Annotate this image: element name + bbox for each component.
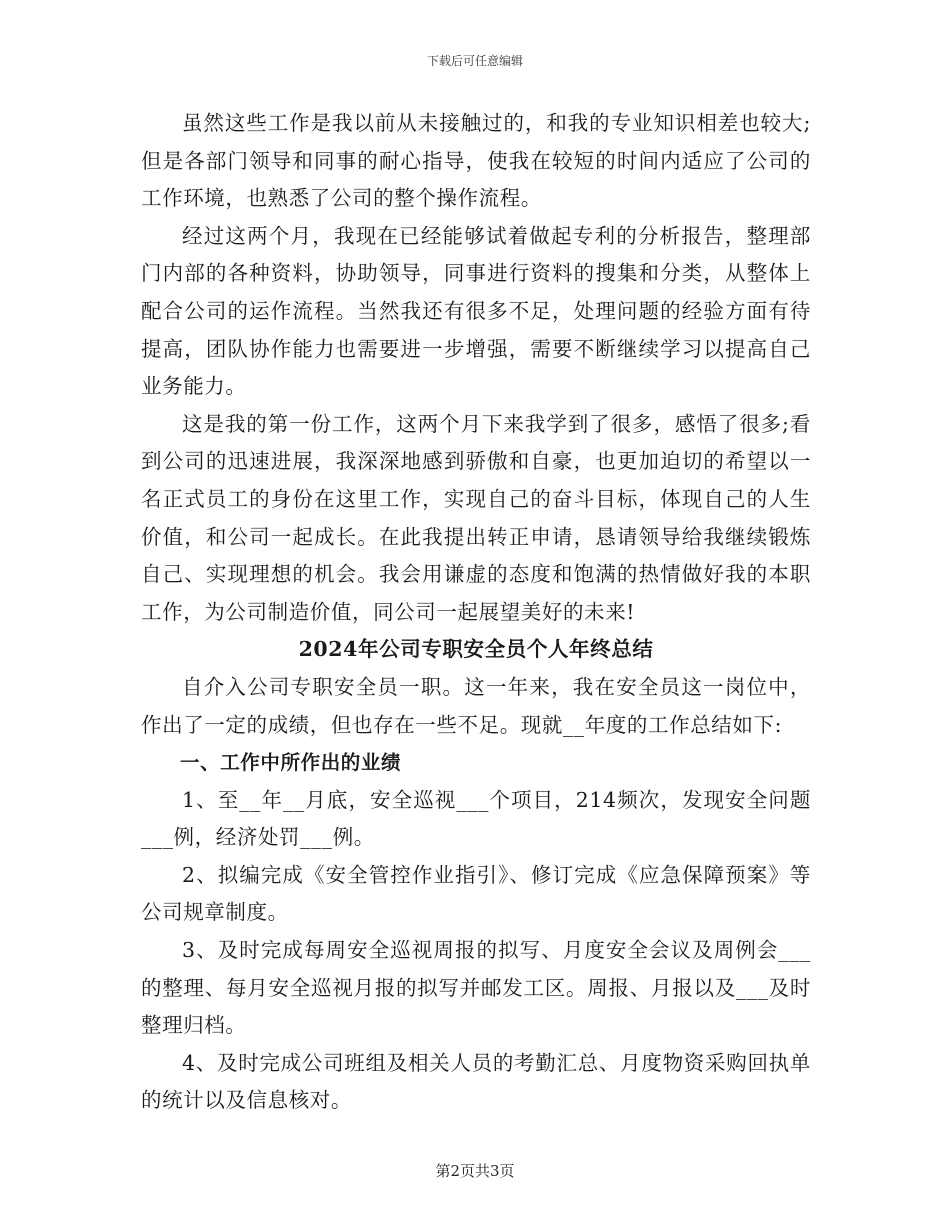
list-item: 2、拟编完成《安全管控作业指引》、修订完成《应急保障预案》等公司规章制度。 [141,862,811,925]
section-title: 2024年公司专职安全员个人年终总结 [298,637,654,662]
section-subheading: 一、工作中所作出的业绩 [180,751,402,775]
list-item: 3、及时完成每周安全巡视周报的拟写、月度安全会议及周例会___的整理、每月安全巡视月报的拟写并邮发工区。周报、月报以及___及时整理归档。 [141,938,811,1038]
list-item: 4、及时完成公司班组及相关人员的考勤汇总、月度物资采购回执单的统计以及信息核对。 [141,1050,811,1113]
document-body [141,105,811,1120]
paragraph: 经过这两个月，我现在已经能够试着做起专利的分析报告，整理部门内部的各种资料，协助领导，同事进行资料的搜集和分类，从整体上配合公司的运作流程。当然我还有很多不足，处理问题的经验方面有待提高，团队协作能力也需要进一步增强，需要不断继续学习以提高自己业务能力。 [141,223,811,399]
page-footer: 第2页共3页 [435,1162,515,1180]
page-header: 下载后可任意编辑 [426,54,523,68]
section-intro: 自介入公司专职安全员一职。这一年来，我在安全员这一岗位中，作出了一定的成绩，但也存在一些不足。现就__年度的工作总结如下: [141,674,811,737]
paragraph: 虽然这些工作是我以前从未接触过的，和我的专业知识相差也较大;但是各部门领导和同事的耐心指导，使我在较短的时间内适应了公司的工作环境，也熟悉了公司的整个操作流程。 [141,111,811,211]
paragraph: 这是我的第一份工作，这两个月下来我学到了很多，感悟了很多;看到公司的迅速进展，我深深地感到骄傲和自豪，也更加迫切的希望以一名正式员工的身份在这里工作，实现自己的奋斗目标，体现自己的人生价值，和公司一起成长。在此我提出转正申请，恳请领导给我继续锻炼自己、实现理想的机会。我会用谦虚的态度和饱满的热情做好我的本职工作，为公司制造价值，同公司一起展望美好的未来! [141,411,811,624]
list-item: 1、至__年__月底，安全巡视___个项目，214频次，发现安全问题___例，经济处罚___例。 [141,787,811,850]
